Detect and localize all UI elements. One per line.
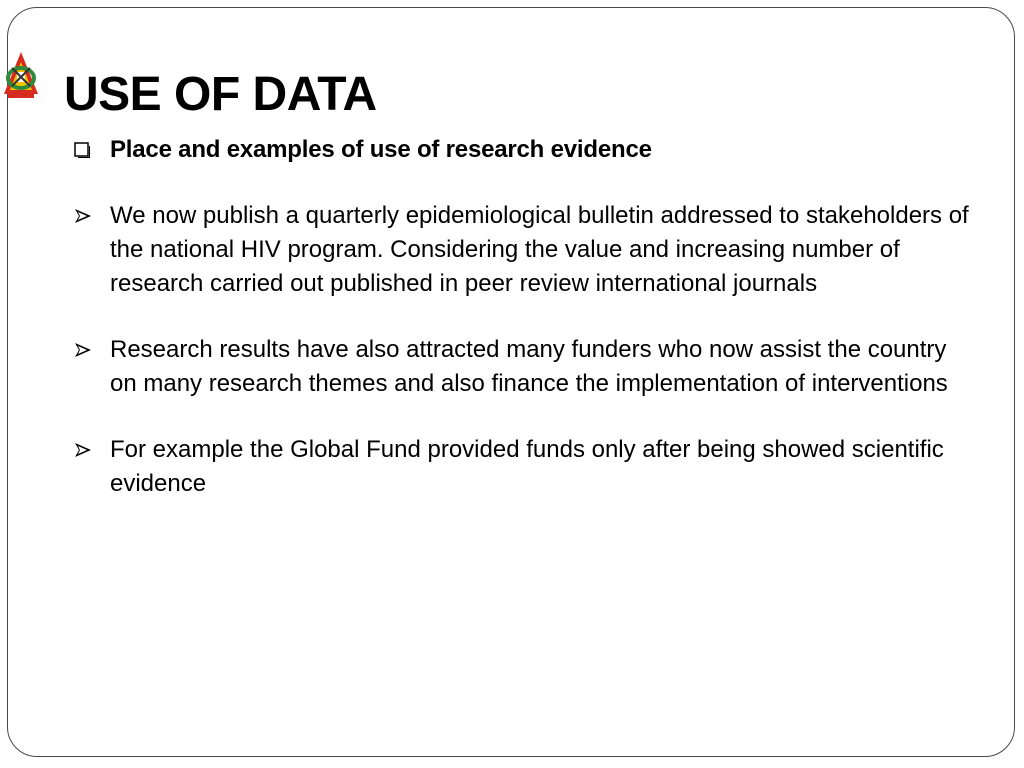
- bullet-text: Research results have also attracted many funders who now assist the country on many research themes and also finance the implementation of interventions: [110, 336, 948, 397]
- checkbox-icon: [74, 133, 110, 167]
- spacer: [74, 401, 974, 433]
- heading-bullet: [74, 133, 974, 167]
- mozambique-emblem-icon: [0, 48, 42, 104]
- bullet-text: We now publish a quarterly epidemiological bulletin addressed to stakeholders of the national HIV program. Considering the value and increasing number of research carried out published in peer review international journals: [110, 202, 969, 297]
- arrow-bullet-icon: [74, 199, 110, 233]
- spacer: [74, 167, 974, 199]
- heading-bullet-text: Place and examples of use of research evidence: [110, 136, 652, 163]
- list-item: [74, 199, 974, 301]
- spacer: [74, 301, 974, 333]
- slide-title: USE OF DATA: [64, 68, 377, 121]
- arrow-bullet-icon: [74, 433, 110, 467]
- arrow-bullet-icon: [74, 333, 110, 367]
- list-item: [74, 333, 974, 401]
- slide-content: [74, 133, 974, 501]
- list-item: [74, 433, 974, 501]
- bullet-text: For example the Global Fund provided funds only after being showed scientific evidence: [110, 436, 944, 497]
